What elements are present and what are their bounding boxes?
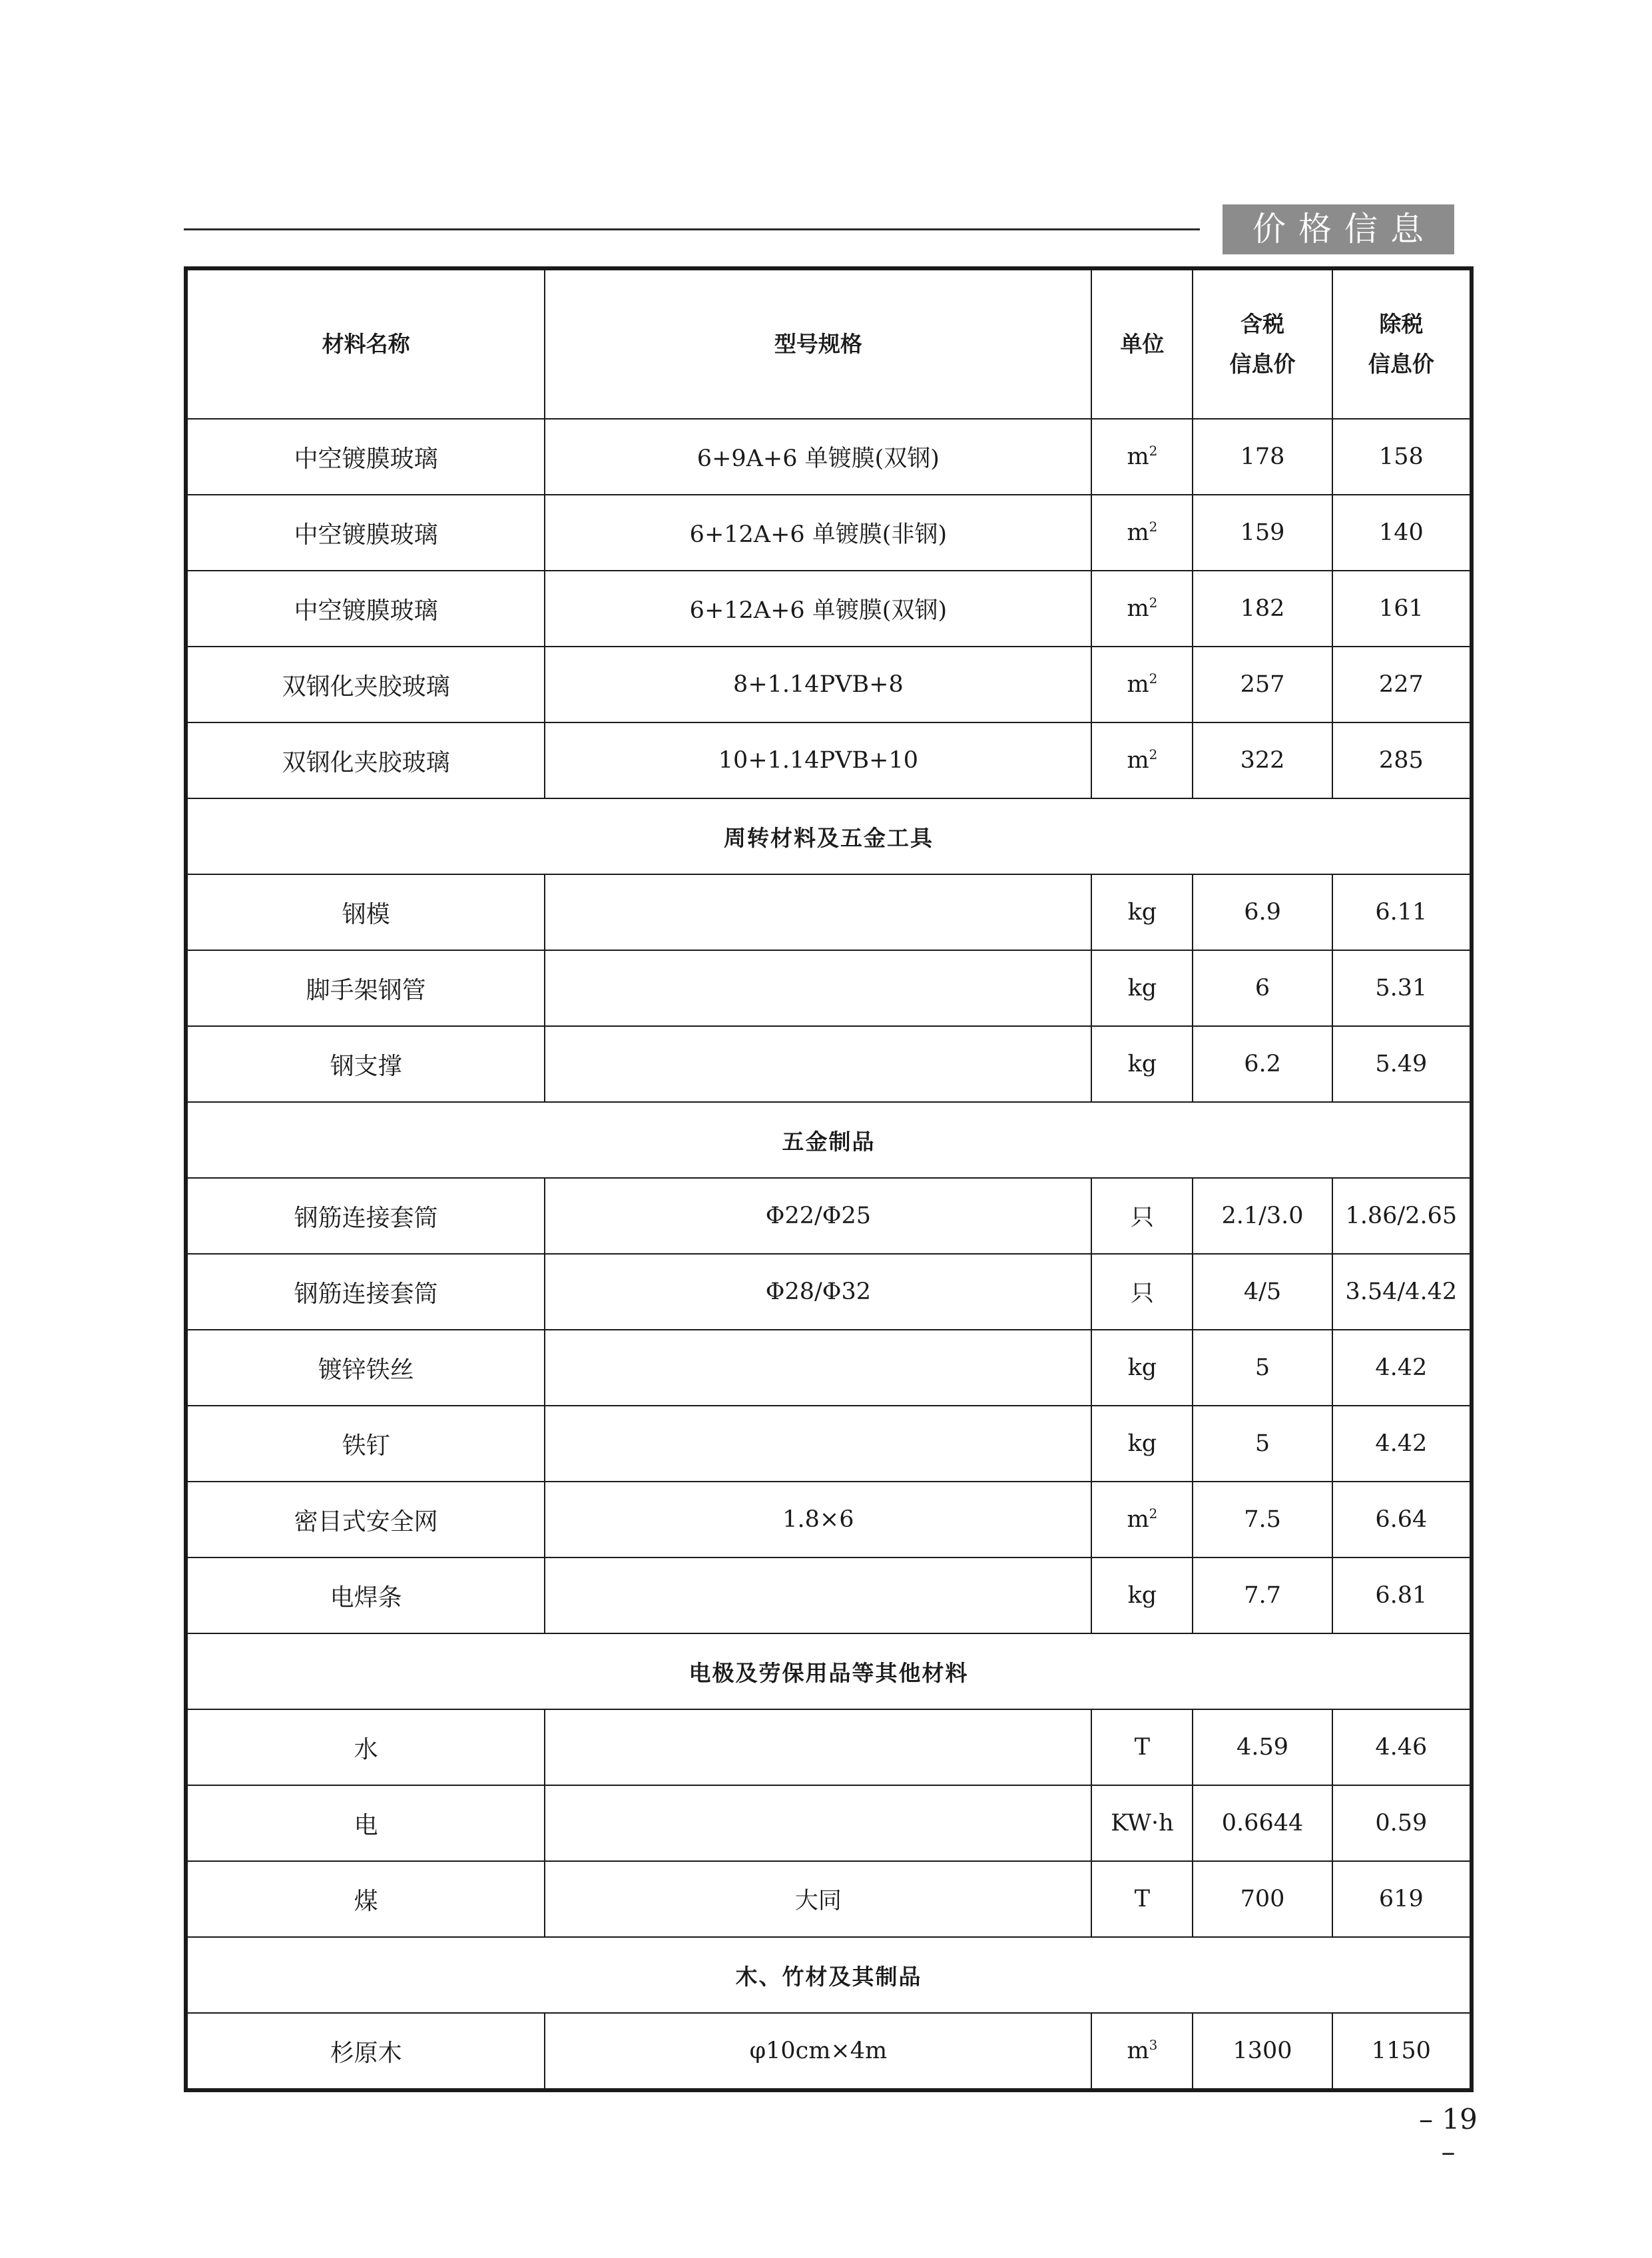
unit-cell — [1091, 1254, 1193, 1330]
table-row — [186, 1557, 1472, 1633]
material-name-cell: 中空镀膜玻璃 — [186, 419, 545, 495]
material-name-cell: 电 — [186, 1785, 545, 1861]
tax-included-price-cell: 178 — [1193, 419, 1332, 495]
unit-cell — [1091, 1785, 1193, 1861]
unit-text: T — [1134, 1734, 1151, 1761]
unit-cell — [1091, 647, 1193, 722]
unit-text: m — [1127, 1506, 1149, 1533]
table-row — [186, 874, 1472, 950]
table-row — [186, 647, 1472, 722]
model-spec-cell: 6+12A+6 单镀膜(非钢) — [545, 495, 1091, 571]
unit-text: m — [1127, 747, 1149, 774]
tax-excluded-price-cell: 4.42 — [1332, 1330, 1472, 1406]
table-row — [186, 495, 1472, 571]
col-header-tax-excluded-price — [1332, 268, 1472, 419]
unit-text: m — [1127, 671, 1149, 698]
unit-cell — [1091, 2013, 1193, 2090]
material-name-cell: 杉原木 — [186, 2013, 545, 2090]
material-name-cell: 钢支撑 — [186, 1026, 545, 1102]
model-spec-cell — [545, 1709, 1091, 1785]
tax-included-price-cell: 0.6644 — [1193, 1785, 1332, 1861]
unit-cell — [1091, 1330, 1193, 1406]
unit-text: kg — [1127, 899, 1157, 926]
table-row — [186, 1709, 1472, 1785]
unit-text: m — [1127, 595, 1149, 622]
material-name-cell: 钢筋连接套筒 — [186, 1254, 545, 1330]
unit-cell — [1091, 1178, 1193, 1254]
model-spec-cell — [545, 1330, 1091, 1406]
col-header-tax-included-price — [1193, 268, 1332, 419]
tax-included-price-cell: 159 — [1193, 495, 1332, 571]
table-row — [186, 1861, 1472, 1937]
unit-exponent: 2 — [1149, 671, 1158, 687]
tax-included-price-cell: 1300 — [1193, 2013, 1332, 2090]
category-row — [186, 798, 1472, 874]
tax-excluded-price-cell: 5.49 — [1332, 1026, 1472, 1102]
unit-text: kg — [1127, 1430, 1157, 1457]
unit-cell — [1091, 1557, 1193, 1633]
unit-text: kg — [1127, 975, 1157, 1001]
tax-excluded-price-cell: 6.11 — [1332, 874, 1472, 950]
material-name-cell: 密目式安全网 — [186, 1482, 545, 1557]
unit-cell — [1091, 495, 1193, 571]
tax-included-price-cell: 5 — [1193, 1406, 1332, 1482]
unit-cell — [1091, 950, 1193, 1026]
tax-included-price-cell: 6.9 — [1193, 874, 1332, 950]
price-table — [184, 266, 1474, 2092]
model-spec-cell: 大同 — [545, 1861, 1091, 1937]
tax-included-price-cell: 5 — [1193, 1330, 1332, 1406]
table-row — [186, 1482, 1472, 1557]
category-row — [186, 1633, 1472, 1709]
tax-excluded-price-cell: 3.54/4.42 — [1332, 1254, 1472, 1330]
tax-included-price-cell: 7.5 — [1193, 1482, 1332, 1557]
material-name-cell: 钢筋连接套筒 — [186, 1178, 545, 1254]
material-name-cell: 钢模 — [186, 874, 545, 950]
col-header-line: 含税 — [1240, 311, 1285, 337]
unit-cell — [1091, 1861, 1193, 1937]
unit-text: kg — [1127, 1354, 1157, 1381]
model-spec-cell — [545, 1785, 1091, 1861]
material-name-cell: 铁钉 — [186, 1406, 545, 1482]
unit-text: kg — [1127, 1051, 1157, 1077]
material-name-cell: 电焊条 — [186, 1557, 545, 1633]
unit-text: 只 — [1130, 1205, 1154, 1231]
tax-excluded-price-cell: 158 — [1332, 419, 1472, 495]
table-row — [186, 1178, 1472, 1254]
unit-cell — [1091, 1482, 1193, 1557]
table-row — [186, 2013, 1472, 2090]
model-spec-cell — [545, 1557, 1091, 1633]
tax-included-price-cell: 6 — [1193, 950, 1332, 1026]
unit-exponent: 2 — [1149, 746, 1158, 762]
unit-exponent: 2 — [1149, 443, 1158, 459]
unit-cell — [1091, 1709, 1193, 1785]
tax-excluded-price-cell: 1.86/2.65 — [1332, 1178, 1472, 1254]
model-spec-cell: Φ28/Φ32 — [545, 1254, 1091, 1330]
model-spec-cell — [545, 1026, 1091, 1102]
unit-text: T — [1134, 1886, 1151, 1912]
tax-excluded-price-cell: 4.42 — [1332, 1406, 1472, 1482]
category-label: 五金制品 — [186, 1102, 1472, 1178]
category-row — [186, 1937, 1472, 2013]
tax-included-price-cell: 6.2 — [1193, 1026, 1332, 1102]
tax-included-price-cell: 2.1/3.0 — [1193, 1178, 1332, 1254]
col-header-line: 信息价 — [1368, 351, 1434, 377]
material-name-cell: 中空镀膜玻璃 — [186, 495, 545, 571]
tax-excluded-price-cell: 4.46 — [1332, 1709, 1472, 1785]
col-header-model-spec: 型号规格 — [545, 268, 1091, 419]
table-row — [186, 1254, 1472, 1330]
section-title-tab: 价格信息 — [1223, 204, 1454, 254]
unit-cell — [1091, 1406, 1193, 1482]
table-row — [186, 722, 1472, 798]
category-row — [186, 1102, 1472, 1178]
header-rule — [184, 228, 1200, 230]
tax-excluded-price-cell: 0.59 — [1332, 1785, 1472, 1861]
tax-excluded-price-cell: 285 — [1332, 722, 1472, 798]
table-row — [186, 1330, 1472, 1406]
material-name-cell: 双钢化夹胶玻璃 — [186, 722, 545, 798]
model-spec-cell: φ10cm×4m — [545, 2013, 1091, 2090]
unit-exponent: 2 — [1149, 595, 1158, 611]
model-spec-cell — [545, 1406, 1091, 1482]
model-spec-cell — [545, 950, 1091, 1026]
unit-text: kg — [1127, 1582, 1157, 1609]
tax-excluded-price-cell: 1150 — [1332, 2013, 1472, 2090]
col-header-material-name: 材料名称 — [186, 268, 545, 419]
tax-included-price-cell: 182 — [1193, 571, 1332, 647]
col-header-unit: 单位 — [1091, 268, 1193, 419]
tax-included-price-cell: 4.59 — [1193, 1709, 1332, 1785]
table-row — [186, 1026, 1472, 1102]
col-header-line: 除税 — [1379, 311, 1424, 337]
unit-cell — [1091, 722, 1193, 798]
material-name-cell: 镀锌铁丝 — [186, 1330, 545, 1406]
model-spec-cell: 6+12A+6 单镀膜(双钢) — [545, 571, 1091, 647]
model-spec-cell — [545, 874, 1091, 950]
unit-text: m — [1127, 2038, 1149, 2064]
unit-cell — [1091, 571, 1193, 647]
tax-excluded-price-cell: 619 — [1332, 1861, 1472, 1937]
tax-excluded-price-cell: 6.64 — [1332, 1482, 1472, 1557]
tax-included-price-cell: 700 — [1193, 1861, 1332, 1937]
model-spec-cell: Φ22/Φ25 — [545, 1178, 1091, 1254]
material-name-cell: 煤 — [186, 1861, 545, 1937]
tax-included-price-cell: 4/5 — [1193, 1254, 1332, 1330]
category-label: 木、竹材及其制品 — [186, 1937, 1472, 2013]
unit-text: KW·h — [1111, 1810, 1174, 1836]
table-row — [186, 419, 1472, 495]
tax-excluded-price-cell: 5.31 — [1332, 950, 1472, 1026]
tax-included-price-cell: 322 — [1193, 722, 1332, 798]
model-spec-cell: 6+9A+6 单镀膜(双钢) — [545, 419, 1091, 495]
model-spec-cell: 8+1.14PVB+8 — [545, 647, 1091, 722]
tax-excluded-price-cell: 140 — [1332, 495, 1472, 571]
table-header-row — [186, 268, 1472, 419]
page-number: – 19 – — [1419, 2103, 1478, 2168]
model-spec-cell: 1.8×6 — [545, 1482, 1091, 1557]
tax-excluded-price-cell: 161 — [1332, 571, 1472, 647]
tax-excluded-price-cell: 227 — [1332, 647, 1472, 722]
material-name-cell: 双钢化夹胶玻璃 — [186, 647, 545, 722]
tax-included-price-cell: 7.7 — [1193, 1557, 1332, 1633]
unit-exponent: 2 — [1149, 519, 1158, 535]
material-name-cell: 水 — [186, 1709, 545, 1785]
table-row — [186, 1406, 1472, 1482]
unit-exponent: 2 — [1149, 1506, 1158, 1522]
tax-included-price-cell: 257 — [1193, 647, 1332, 722]
unit-text: 只 — [1130, 1280, 1154, 1307]
category-label: 电极及劳保用品等其他材料 — [186, 1633, 1472, 1709]
col-header-line: 信息价 — [1229, 351, 1296, 377]
model-spec-cell: 10+1.14PVB+10 — [545, 722, 1091, 798]
unit-text: m — [1127, 519, 1149, 546]
material-name-cell: 中空镀膜玻璃 — [186, 571, 545, 647]
material-name-cell: 脚手架钢管 — [186, 950, 545, 1026]
table-row — [186, 950, 1472, 1026]
table-row — [186, 571, 1472, 647]
unit-text: m — [1127, 443, 1149, 470]
unit-exponent: 3 — [1149, 2037, 1158, 2053]
table-body — [186, 419, 1472, 2090]
unit-cell — [1091, 419, 1193, 495]
unit-cell — [1091, 874, 1193, 950]
table-row — [186, 1785, 1472, 1861]
tax-excluded-price-cell: 6.81 — [1332, 1557, 1472, 1633]
category-label: 周转材料及五金工具 — [186, 798, 1472, 874]
unit-cell — [1091, 1026, 1193, 1102]
